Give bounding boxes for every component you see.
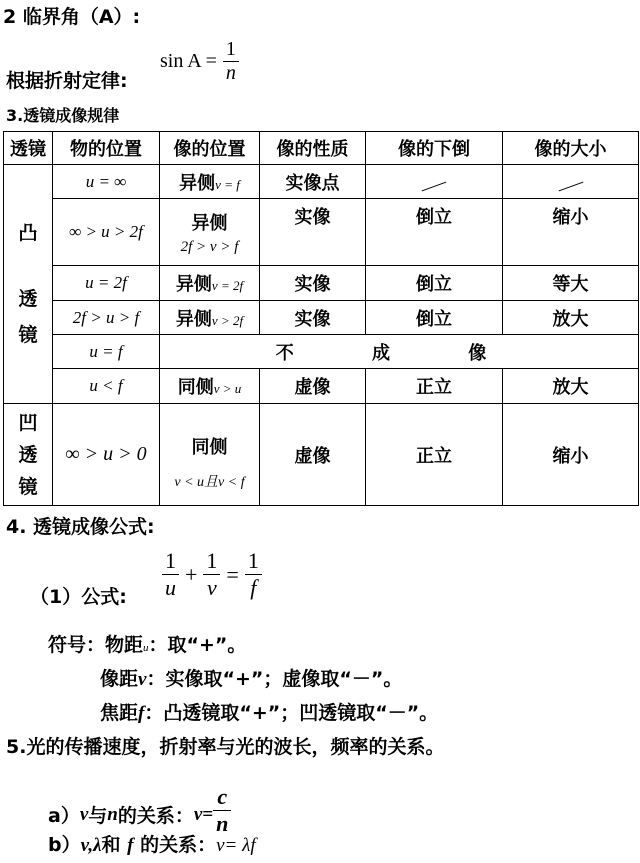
image-orientation: 倒立 bbox=[366, 301, 503, 335]
image-side: 异侧 bbox=[191, 212, 228, 234]
image-orientation: 正立 bbox=[366, 369, 503, 404]
concave-char-1: 凹 bbox=[18, 411, 38, 434]
table-row bbox=[4, 369, 639, 404]
image-nature: 实像 bbox=[260, 301, 366, 335]
fraction-1-over-v bbox=[203, 548, 220, 601]
concave-char-2: 透 bbox=[18, 443, 38, 466]
image-nature: 实像 bbox=[260, 199, 366, 266]
image-math: 2f > v > f bbox=[180, 238, 239, 255]
table-row bbox=[4, 266, 639, 301]
image-side: 同侧 bbox=[191, 436, 228, 458]
image-math: v = f bbox=[215, 176, 240, 192]
image-nature: 虚像 bbox=[260, 369, 366, 404]
sign1-var: u bbox=[143, 642, 149, 654]
header-image-nature: 像的性质 bbox=[260, 132, 366, 165]
table-row bbox=[4, 199, 639, 266]
concave-lens-label bbox=[4, 404, 53, 506]
var-v: v bbox=[79, 803, 89, 825]
var-f: f bbox=[127, 835, 134, 856]
sign3-var: f bbox=[138, 703, 145, 724]
image-math: v > u bbox=[213, 381, 242, 396]
image-size: 放大 bbox=[503, 369, 639, 404]
lens-imaging-table bbox=[3, 131, 639, 506]
fraction-numerator: c bbox=[217, 784, 228, 809]
table-row bbox=[4, 404, 639, 506]
fraction-denominator: n bbox=[225, 62, 236, 84]
item-b-prefix: b） bbox=[48, 834, 81, 856]
plus-sign: + bbox=[185, 561, 198, 587]
sign1-label: 符号：物距 bbox=[48, 634, 144, 656]
item-a-mid: 与 bbox=[88, 805, 108, 827]
image-orientation: 倒立 bbox=[366, 199, 503, 266]
fraction-denominator: n bbox=[216, 811, 229, 836]
section4-title: 4. 透镜成像公式: bbox=[6, 516, 155, 538]
relation-v-lambda-f bbox=[48, 830, 256, 857]
table-row bbox=[4, 301, 639, 335]
convex-char-2: 透 bbox=[18, 288, 38, 310]
header-image-orientation: 像的下倒 bbox=[366, 132, 503, 165]
image-size: 缩小 bbox=[503, 199, 639, 266]
image-side: 同侧 bbox=[177, 377, 214, 398]
sign-focal-length bbox=[100, 698, 438, 725]
fraction-denominator: v bbox=[207, 575, 217, 600]
sign3-rule: ：凸透镜取“+”；凹透镜取“－”。 bbox=[144, 702, 439, 724]
var-n: n bbox=[107, 803, 118, 825]
concave-char-3: 镜 bbox=[18, 475, 38, 498]
object-position: u = ∞ bbox=[53, 165, 160, 199]
fraction-denominator: f bbox=[250, 575, 257, 600]
lens-formula bbox=[162, 548, 262, 601]
image-size: 放大 bbox=[503, 301, 639, 335]
object-position: ∞ > u > 0 bbox=[53, 404, 160, 506]
convex-char-3: 镜 bbox=[18, 324, 38, 346]
fraction-1-over-u bbox=[162, 548, 179, 601]
sign2-rule: ：实像取“+”；虚像取“－”。 bbox=[146, 668, 403, 690]
image-math: v > 2f bbox=[211, 312, 244, 328]
image-position bbox=[160, 266, 260, 301]
object-position: ∞ > u > 2f bbox=[53, 199, 160, 266]
formula-label: （1）公式: bbox=[30, 586, 127, 608]
image-side: 异侧 bbox=[175, 308, 212, 330]
v-equals: v= bbox=[193, 803, 214, 825]
fraction-numerator: 1 bbox=[165, 548, 176, 573]
section5-title: 5.光的传播速度，折射率与光的波长，频率的关系。 bbox=[6, 736, 445, 758]
section2-formula-label: 根据折射定律: bbox=[6, 70, 128, 92]
header-object-position: 物的位置 bbox=[53, 132, 160, 165]
fraction-denominator: u bbox=[165, 575, 176, 600]
image-position bbox=[160, 301, 260, 335]
image-size: 缩小 bbox=[503, 404, 639, 506]
item-b-suffix: 的关系： bbox=[133, 834, 217, 856]
item-a-suffix: 的关系： bbox=[117, 805, 194, 827]
convex-lens-label bbox=[4, 165, 53, 404]
image-position bbox=[160, 165, 260, 199]
image-position bbox=[160, 404, 260, 506]
object-position: u = 2f bbox=[53, 266, 160, 301]
image-math: v < u且v < f bbox=[174, 474, 245, 490]
sign-object-distance bbox=[48, 630, 246, 657]
image-orientation: 倒立 bbox=[366, 266, 503, 301]
object-position: u < f bbox=[53, 369, 160, 404]
item-b-mid: 和 bbox=[101, 834, 128, 856]
image-side: 异侧 bbox=[179, 172, 216, 194]
header-lens: 透镜 bbox=[4, 132, 53, 165]
no-image-cell bbox=[160, 335, 639, 369]
critical-angle-formula bbox=[160, 38, 239, 85]
image-nature: 实像 bbox=[260, 266, 366, 301]
sign1-rule: ：取“+”。 bbox=[148, 634, 247, 656]
header-image-position: 像的位置 bbox=[160, 132, 260, 165]
image-position bbox=[160, 369, 260, 404]
section3-title: 3.透镜成像规律 bbox=[6, 106, 120, 125]
header-image-size: 像的大小 bbox=[503, 132, 639, 165]
sign2-var: v bbox=[138, 669, 147, 690]
image-position bbox=[160, 199, 260, 266]
one-over-n-fraction bbox=[223, 38, 239, 85]
fraction-numerator: 1 bbox=[206, 548, 218, 573]
sign2-label: 像距 bbox=[100, 668, 139, 690]
object-position: u = f bbox=[53, 335, 160, 369]
table-row bbox=[4, 335, 639, 369]
equals-sign: = bbox=[226, 561, 239, 587]
fraction-numerator: 1 bbox=[247, 548, 259, 573]
image-size: 等大 bbox=[503, 266, 639, 301]
vars-v-lambda: v,λ bbox=[80, 835, 102, 856]
sign-image-distance bbox=[100, 664, 402, 691]
fraction-1-over-f bbox=[245, 548, 262, 601]
item-a-prefix: a） bbox=[48, 805, 80, 827]
sin-a-text: sin A = bbox=[160, 50, 217, 72]
image-math: v = 2f bbox=[211, 278, 244, 293]
table-row bbox=[4, 165, 639, 199]
sign3-label: 焦距 bbox=[100, 702, 139, 724]
image-side: 异侧 bbox=[175, 274, 212, 295]
convex-char-1: 凸 bbox=[18, 222, 38, 244]
object-position: 2f > u > f bbox=[53, 301, 160, 335]
table-header-row bbox=[4, 132, 639, 165]
section2-title: 2 临界角（A）: bbox=[3, 6, 141, 28]
v-lambda-f-formula: v= λf bbox=[216, 835, 256, 856]
image-orientation-slash bbox=[366, 165, 503, 199]
image-orientation: 正立 bbox=[366, 404, 503, 506]
image-nature: 实像点 bbox=[260, 165, 366, 199]
no-image-text: 不 成 像 bbox=[275, 342, 523, 364]
fraction-numerator: 1 bbox=[225, 38, 236, 60]
image-size-slash bbox=[503, 165, 639, 199]
image-nature: 虚像 bbox=[260, 404, 366, 506]
